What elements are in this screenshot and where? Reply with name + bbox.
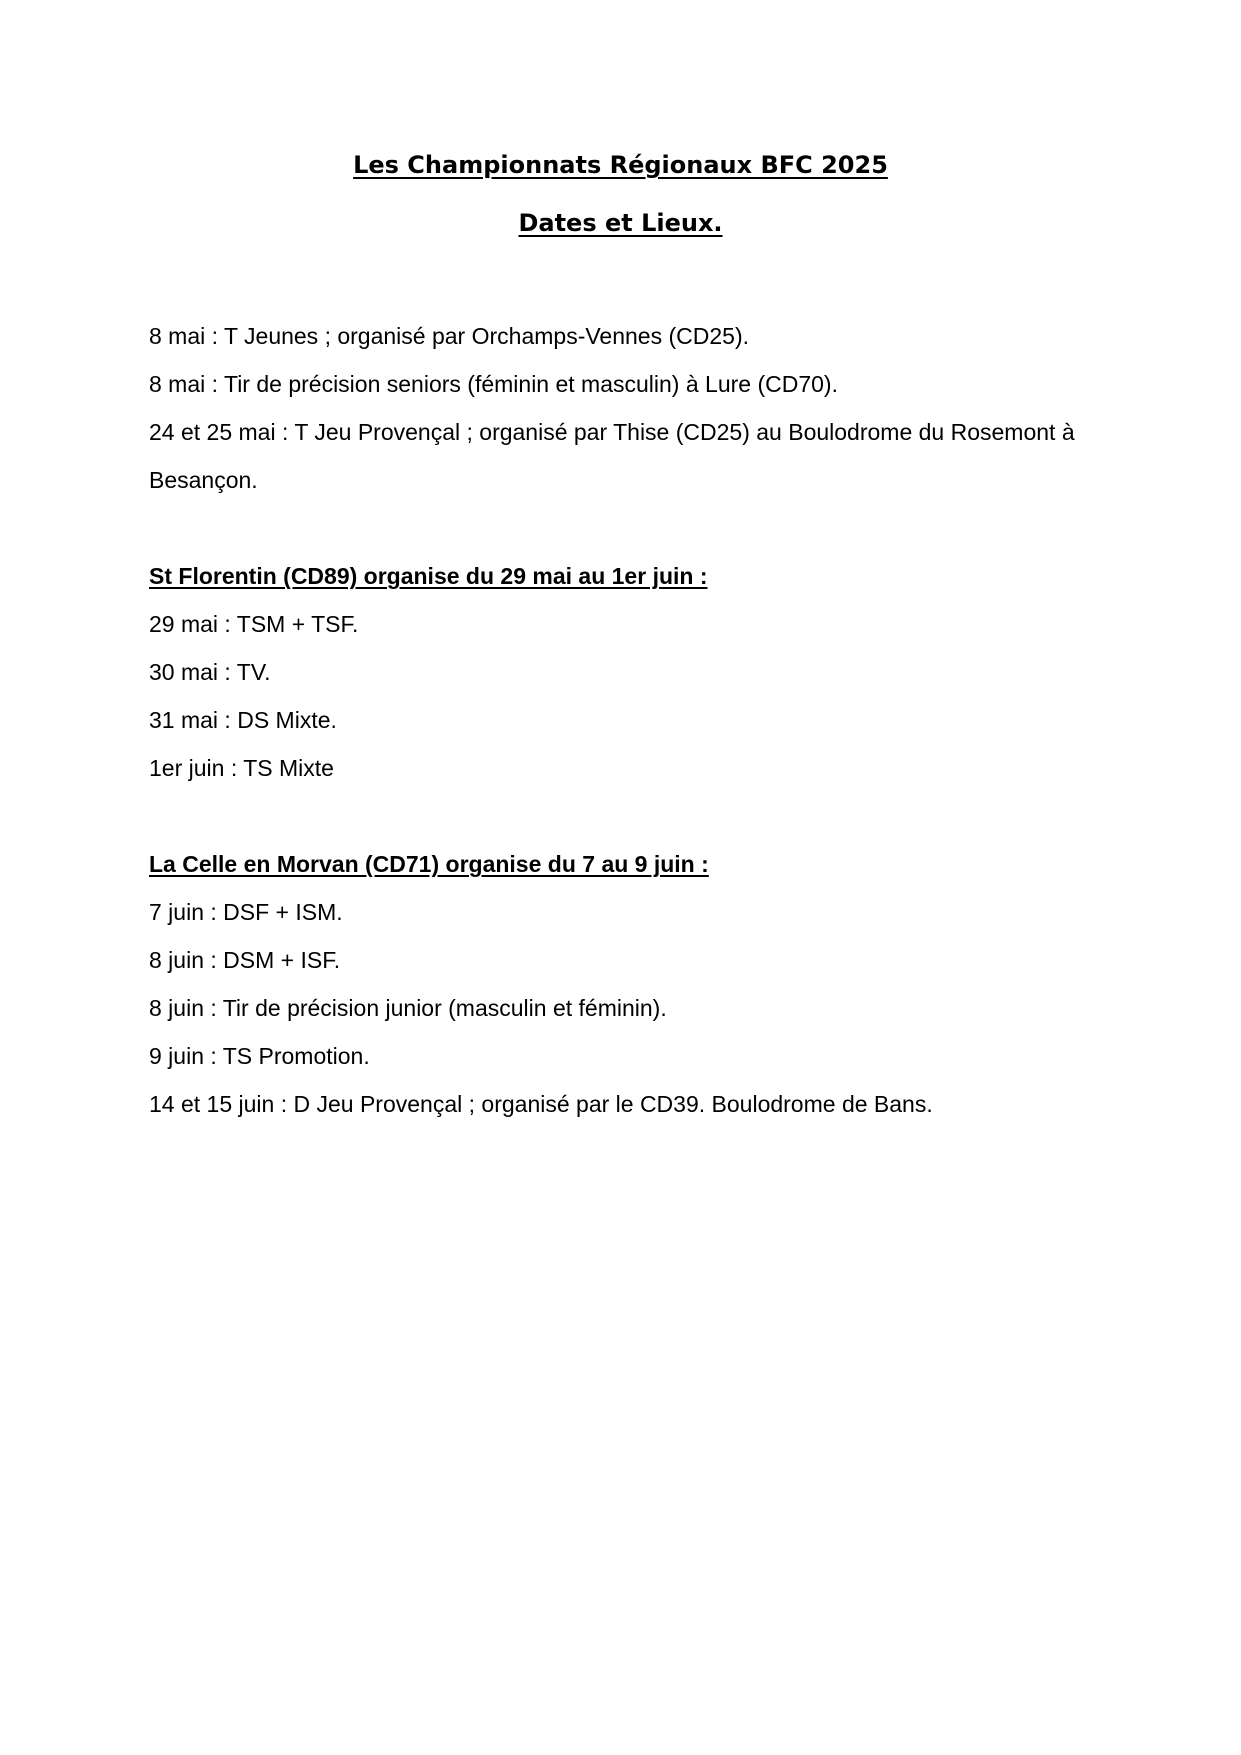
spacer <box>149 504 1109 552</box>
intro-line: 8 mai : T Jeunes ; organisé par Orchamps-Vennes (CD25). <box>149 323 749 349</box>
spacer <box>149 792 1109 840</box>
schedule-line: 29 mai : TSM + TSF. <box>149 611 359 637</box>
schedule-line: 7 juin : DSF + ISM. <box>149 899 343 925</box>
section-heading-st-florentin: St Florentin (CD89) organise du 29 mai au 1er juin : <box>149 563 708 589</box>
document-title: Les Championnats Régionaux BFC 2025 <box>353 151 888 179</box>
schedule-line: 9 juin : TS Promotion. <box>149 1043 370 1069</box>
schedule-line: 30 mai : TV. <box>149 659 271 685</box>
document-body <box>149 312 1109 1128</box>
schedule-line: 14 et 15 juin : D Jeu Provençal ; organisé par le CD39. Boulodrome de Bans. <box>149 1091 933 1117</box>
schedule-line: 1er juin : TS Mixte <box>149 755 334 781</box>
intro-line: 24 et 25 mai : T Jeu Provençal ; organisé par Thise (CD25) au Boulodrome du Rosemont à Besançon. <box>149 419 1075 493</box>
section-heading-la-celle: La Celle en Morvan (CD71) organise du 7 au 9 juin : <box>149 851 709 877</box>
schedule-line: 8 juin : DSM + ISF. <box>149 947 341 973</box>
schedule-line: 31 mai : DS Mixte. <box>149 707 337 733</box>
document-subtitle: Dates et Lieux. <box>518 209 723 237</box>
schedule-line: 8 juin : Tir de précision junior (masculin et féminin). <box>149 995 667 1021</box>
intro-line: 8 mai : Tir de précision seniors (féminin et masculin) à Lure (CD70). <box>149 371 838 397</box>
